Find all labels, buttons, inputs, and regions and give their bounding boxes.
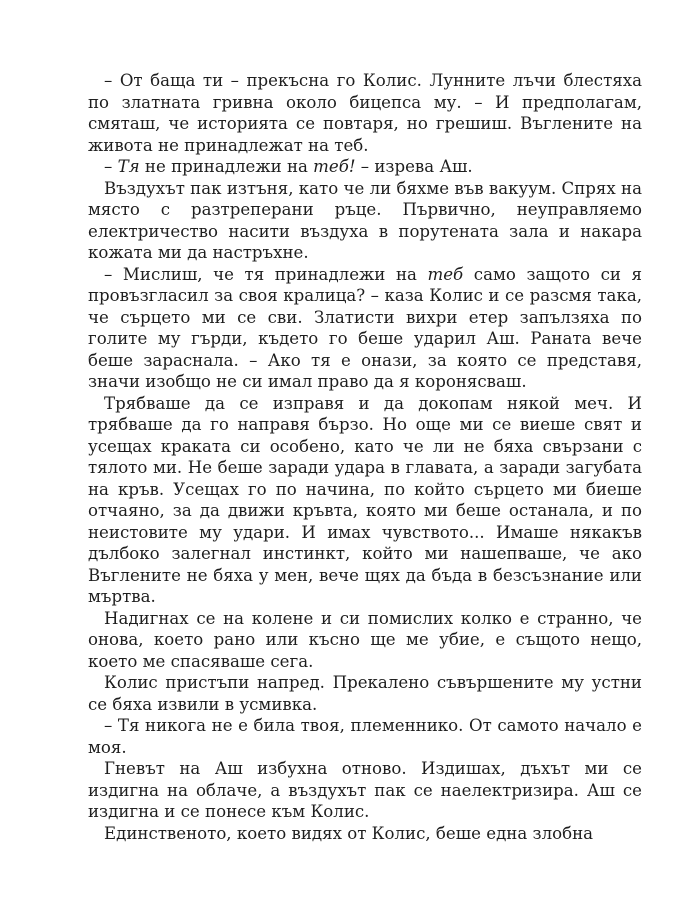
text-segment: само защото си я провъзгласил за своя кралица? – каза Колис и се разсмя така, че сърцето ми се сви. Златисти вихри етер запълзяха по голите му гърди, където го беше ударил Аш. Раната вече беше зараснала. – Ако тя е онази, за която се представя, значи изобщо не си имал право да я коронясваш. (88, 264, 642, 391)
paragraph-4 (88, 264, 642, 393)
paragraph-8 (88, 715, 642, 758)
italic-segment: теб! (313, 157, 356, 176)
italic-segment: Тя (117, 157, 140, 176)
text-segment: Гневът на Аш избухна отново. Издишах, дъхът ми се издигна на облаче, а въздухът пак се наелектризира. Аш се издигна и се понесе към Колис. (88, 759, 642, 821)
text-segment: – Тя никога не е била твоя, племеннико. От самото начало е моя. (88, 716, 642, 757)
text-segment: Колис пристъпи напред. Прекалено съвършените му устни се бяха извили в усмивка. (88, 673, 642, 714)
paragraph-2 (88, 156, 642, 178)
paragraph-7 (88, 672, 642, 715)
text-segment: Надигнах се на колене и си помислих колко е странно, че онова, което рано или късно ще ме убие, е същото нещо, което ме спасяваше сега. (88, 608, 642, 671)
paragraph-1 (88, 70, 642, 156)
italic-segment: теб (427, 264, 464, 284)
paragraph-10 (88, 823, 642, 845)
text-segment: – От баща ти – прекъсна го Колис. Лунните лъчи блестяха по златната гривна около бицепса му. – И предполагам, смяташ, че историята се повтаря, но грешиш. Въглените на живота не принадлежат на теб. (88, 71, 642, 155)
paragraph-9 (88, 758, 642, 823)
paragraph-5 (88, 393, 642, 608)
text-segment: Единственото, което видях от Колис, беше една злобна (104, 823, 594, 843)
text-segment: – изрева Аш. (355, 157, 473, 176)
text-segment: Трябваше да се изправя и да докопам някой меч. И трябваше да го направя бързо. Но още ми се виеше свят и усещах краката си особено, като че ли не бяха свързани с тялото ми. Не беше заради удара в главата, а заради загубата на кръв. Усещах го по начина, по който сърцето ми биеше отчаяно, за да движи кръвта, която ми беше останала, и по неистовите му удари. И имах чувството... Имаше някакъв дълбоко залегнал инстинкт, който ми нашепваше, че ако Въглените не бяха у мен, вече щях да бъда в безсъзнание или мъртва. (88, 393, 642, 606)
paragraph-3 (88, 178, 642, 264)
text-segment: – (104, 157, 118, 176)
book-page (88, 70, 642, 844)
text-segment: Въздухът пак изтъня, като че ли бяхме във вакуум. Спрях на място с разтреперани ръце. Първично, неуправляемо електричество насити въздуха в порутената зала и накара кожата ми да настръхне. (88, 178, 642, 262)
text-segment: не принадлежи на (139, 157, 314, 176)
text-segment: – Мислиш, че тя принадлежи на (104, 264, 428, 284)
paragraph-6 (88, 608, 642, 673)
